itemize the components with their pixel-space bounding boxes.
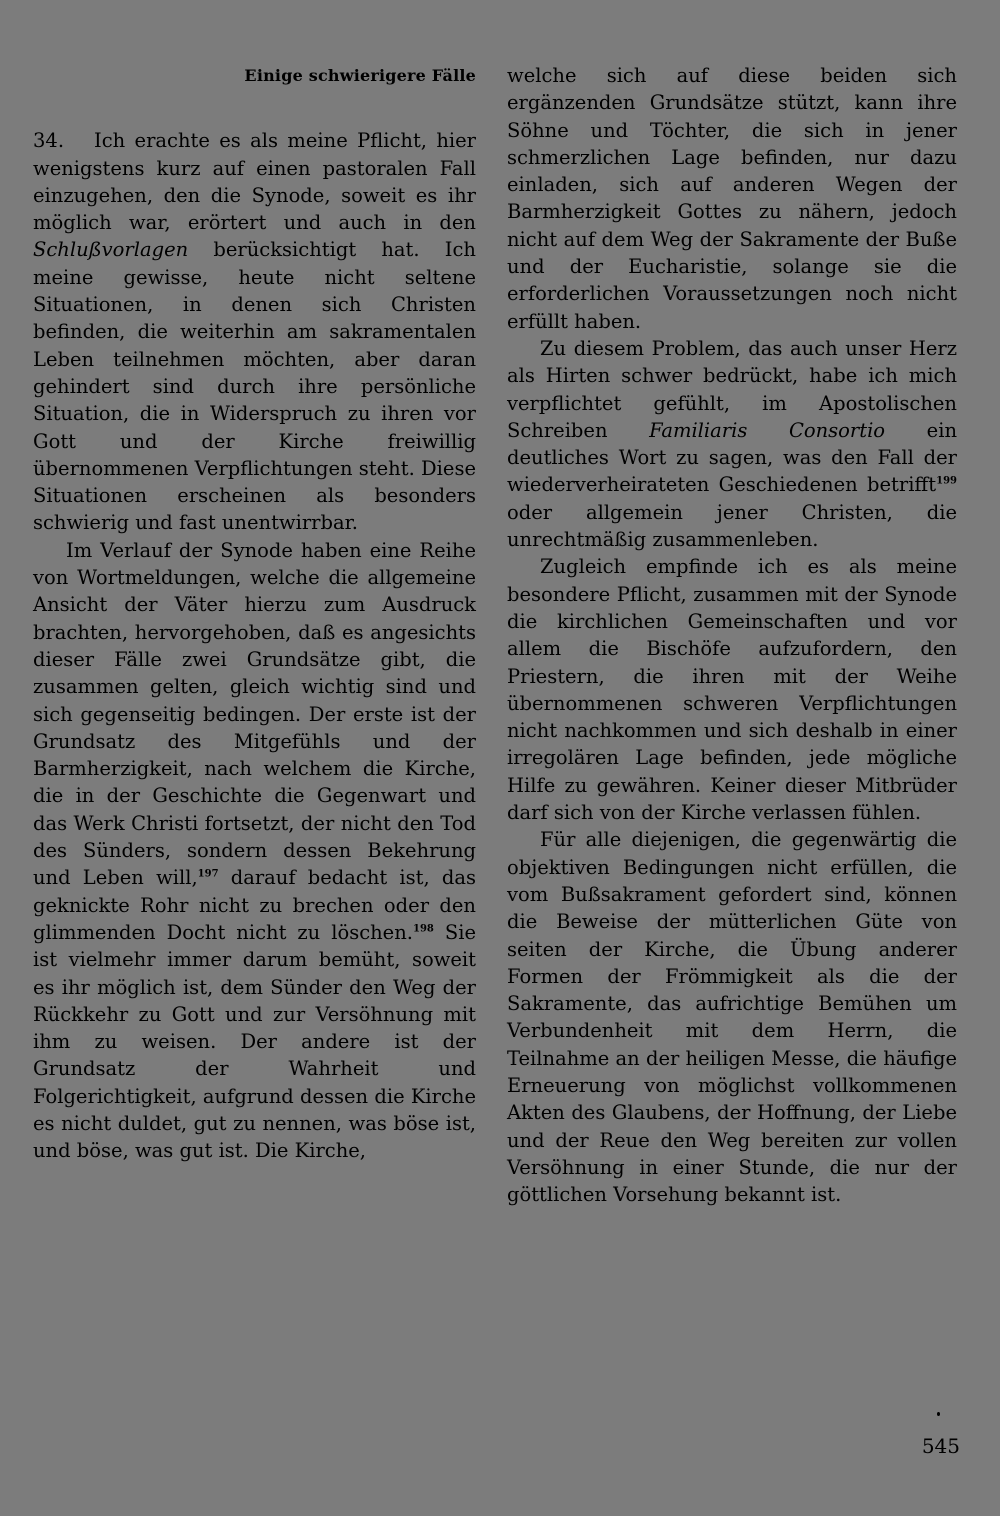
paragraph-text: darauf bedacht ist, das geknickte Rohr nicht zu brechen oder den glimmenden Docht nicht zu löschen. <box>33 866 477 944</box>
paragraph-34 <box>33 127 476 536</box>
scan-speck <box>937 1412 940 1416</box>
paragraph-text: berücksichtigt hat. Ich meine gewisse, heute nicht seltene Situationen, in denen sich Christen befinden, die weiterhin am sakramentalen Leben teilnehmen möchten, aber daran gehindert sind durch ihre persönliche Situation, die in Widerspruch zu ihren vor Gott und der Kirche freiwillig übernommenen Verpflichtungen steht. Diese Situationen erscheinen als besonders schwierig und fast unentwirrbar. <box>33 238 476 535</box>
italic-title: Familiaris Consortio <box>649 418 886 442</box>
italic-term: Schlußvorlagen <box>33 238 189 262</box>
footnote-ref-199: 199 <box>936 475 957 487</box>
page-number: 545 <box>921 1434 960 1458</box>
paragraph-priests: Zugleich empfinde ich es als meine besondere Pflicht, zusammen mit der Synode die kirchlichen Gemeinschaften und vor allem die Bischöfe aufzufordern, den Priestern, die ihren mit der Weihe übernommenen schweren Verpflichtungen nicht nachkommen und sich deshalb in einer irregolären Lage befinden, jede mögliche Hilfe zu gewähren. Keiner dieser Mitbrüder darf sich von der Kirche verlassen fühlen. <box>507 555 957 825</box>
paragraph-text: oder allgemein jener Christen, die unrechtmäßig zusammenleben. <box>507 500 957 552</box>
paragraph-text: Ich erachte es als meine Pflicht, hier wenigstens kurz auf einen pastoralen Fall einzugehen, den die Synode, soweit es ihr möglich war, erörtert und auch in den <box>33 129 476 235</box>
paragraph-familiaris <box>507 335 957 553</box>
paragraph-reconciliation: Für alle diejenigen, die gegenwärtig die objektiven Bedingungen nicht erfüllen, die vom Bußsakrament gefordert sind, können die Beweise der mütterlichen Güte von seiten der Kirche, die Übung anderer Formen der Frömmigkeit als die der Sakramente, das aufrichtige Bemühen um Verbundenheit mit dem Herrn, die Teilnahme an der heiligen Messe, die häufige Erneuerung von möglichst vollkommenen Akten des Glaubens, der Hoffnung, der Liebe und der Reue den Weg bereiten zur vollen Versöhnung in einer Stunde, die nur der göttlichen Vorsehung bekannt ist. <box>507 828 957 1207</box>
paragraph-text: Sie ist vielmehr immer darum bemüht, soweit es ihr möglich ist, dem Sünder den Weg der Rückkehr zu Gott und zur Versöhnung mit ihm zu weisen. Der andere ist der Grundsatz der Wahrheit und Folgerichtigkeit, aufgrund dessen die Kirche es nicht duldet, gut zu nennen, was böse ist, und böse, was gut ist. Die Kirche, <box>33 920 476 1163</box>
running-head: Einige schwierigere Fälle <box>244 66 476 85</box>
footnote-ref-198: 198 <box>412 923 434 935</box>
paragraph-synode <box>33 537 476 1165</box>
paragraph-continuation: welche sich auf diese beiden sich ergänzenden Grundsätze stützt, kann ihre Söhne und Töchter, die sich in jener schmerzlichen Lage befinden, nur dazu einladen, sich auf anderen Wegen der Barmherzigkeit Gottes zu nähern, jedoch nicht auf dem Weg der Sakramente der Buße und der Eucharistie, solange sie die erforderlichen Voraussetzungen noch nicht erfüllt haben. <box>507 64 957 333</box>
footnote-ref-197: 197 <box>197 868 219 880</box>
paragraph-text: Im Verlauf der Synode haben eine Reihe von Wortmeldungen, welche die allgemeine Ansicht der Väter hierzu zum Ausdruck brachten, hervorgehoben, daß es angesichts dieser Fälle zwei Grundsätze gibt, die zusammen gelten, gleich wichtig sind und sich gegenseitig bedingen. Der erste ist der Grundsatz des Mitgefühls und der Barmherzigkeit, nach welchem die Kirche, die in der Geschichte die Gegenwart und das Werk Christi fortsetzt, der nicht den Tod des Sünders, sondern dessen Bekehrung und Leben will, <box>33 538 476 890</box>
paragraph-text: ein deutliches Wort zu sagen, was den Fall der wiederverheirateten Geschiedenen betrifft <box>507 418 957 497</box>
section-number: 34. <box>33 129 65 153</box>
paragraph-text: Zu diesem Problem, das auch unser Herz als Hirten schwer bedrückt, habe ich mich verpflichtet gefühlt, im Apostolischen Schreiben <box>507 336 957 442</box>
right-column <box>507 62 957 1208</box>
left-column <box>33 62 476 1165</box>
